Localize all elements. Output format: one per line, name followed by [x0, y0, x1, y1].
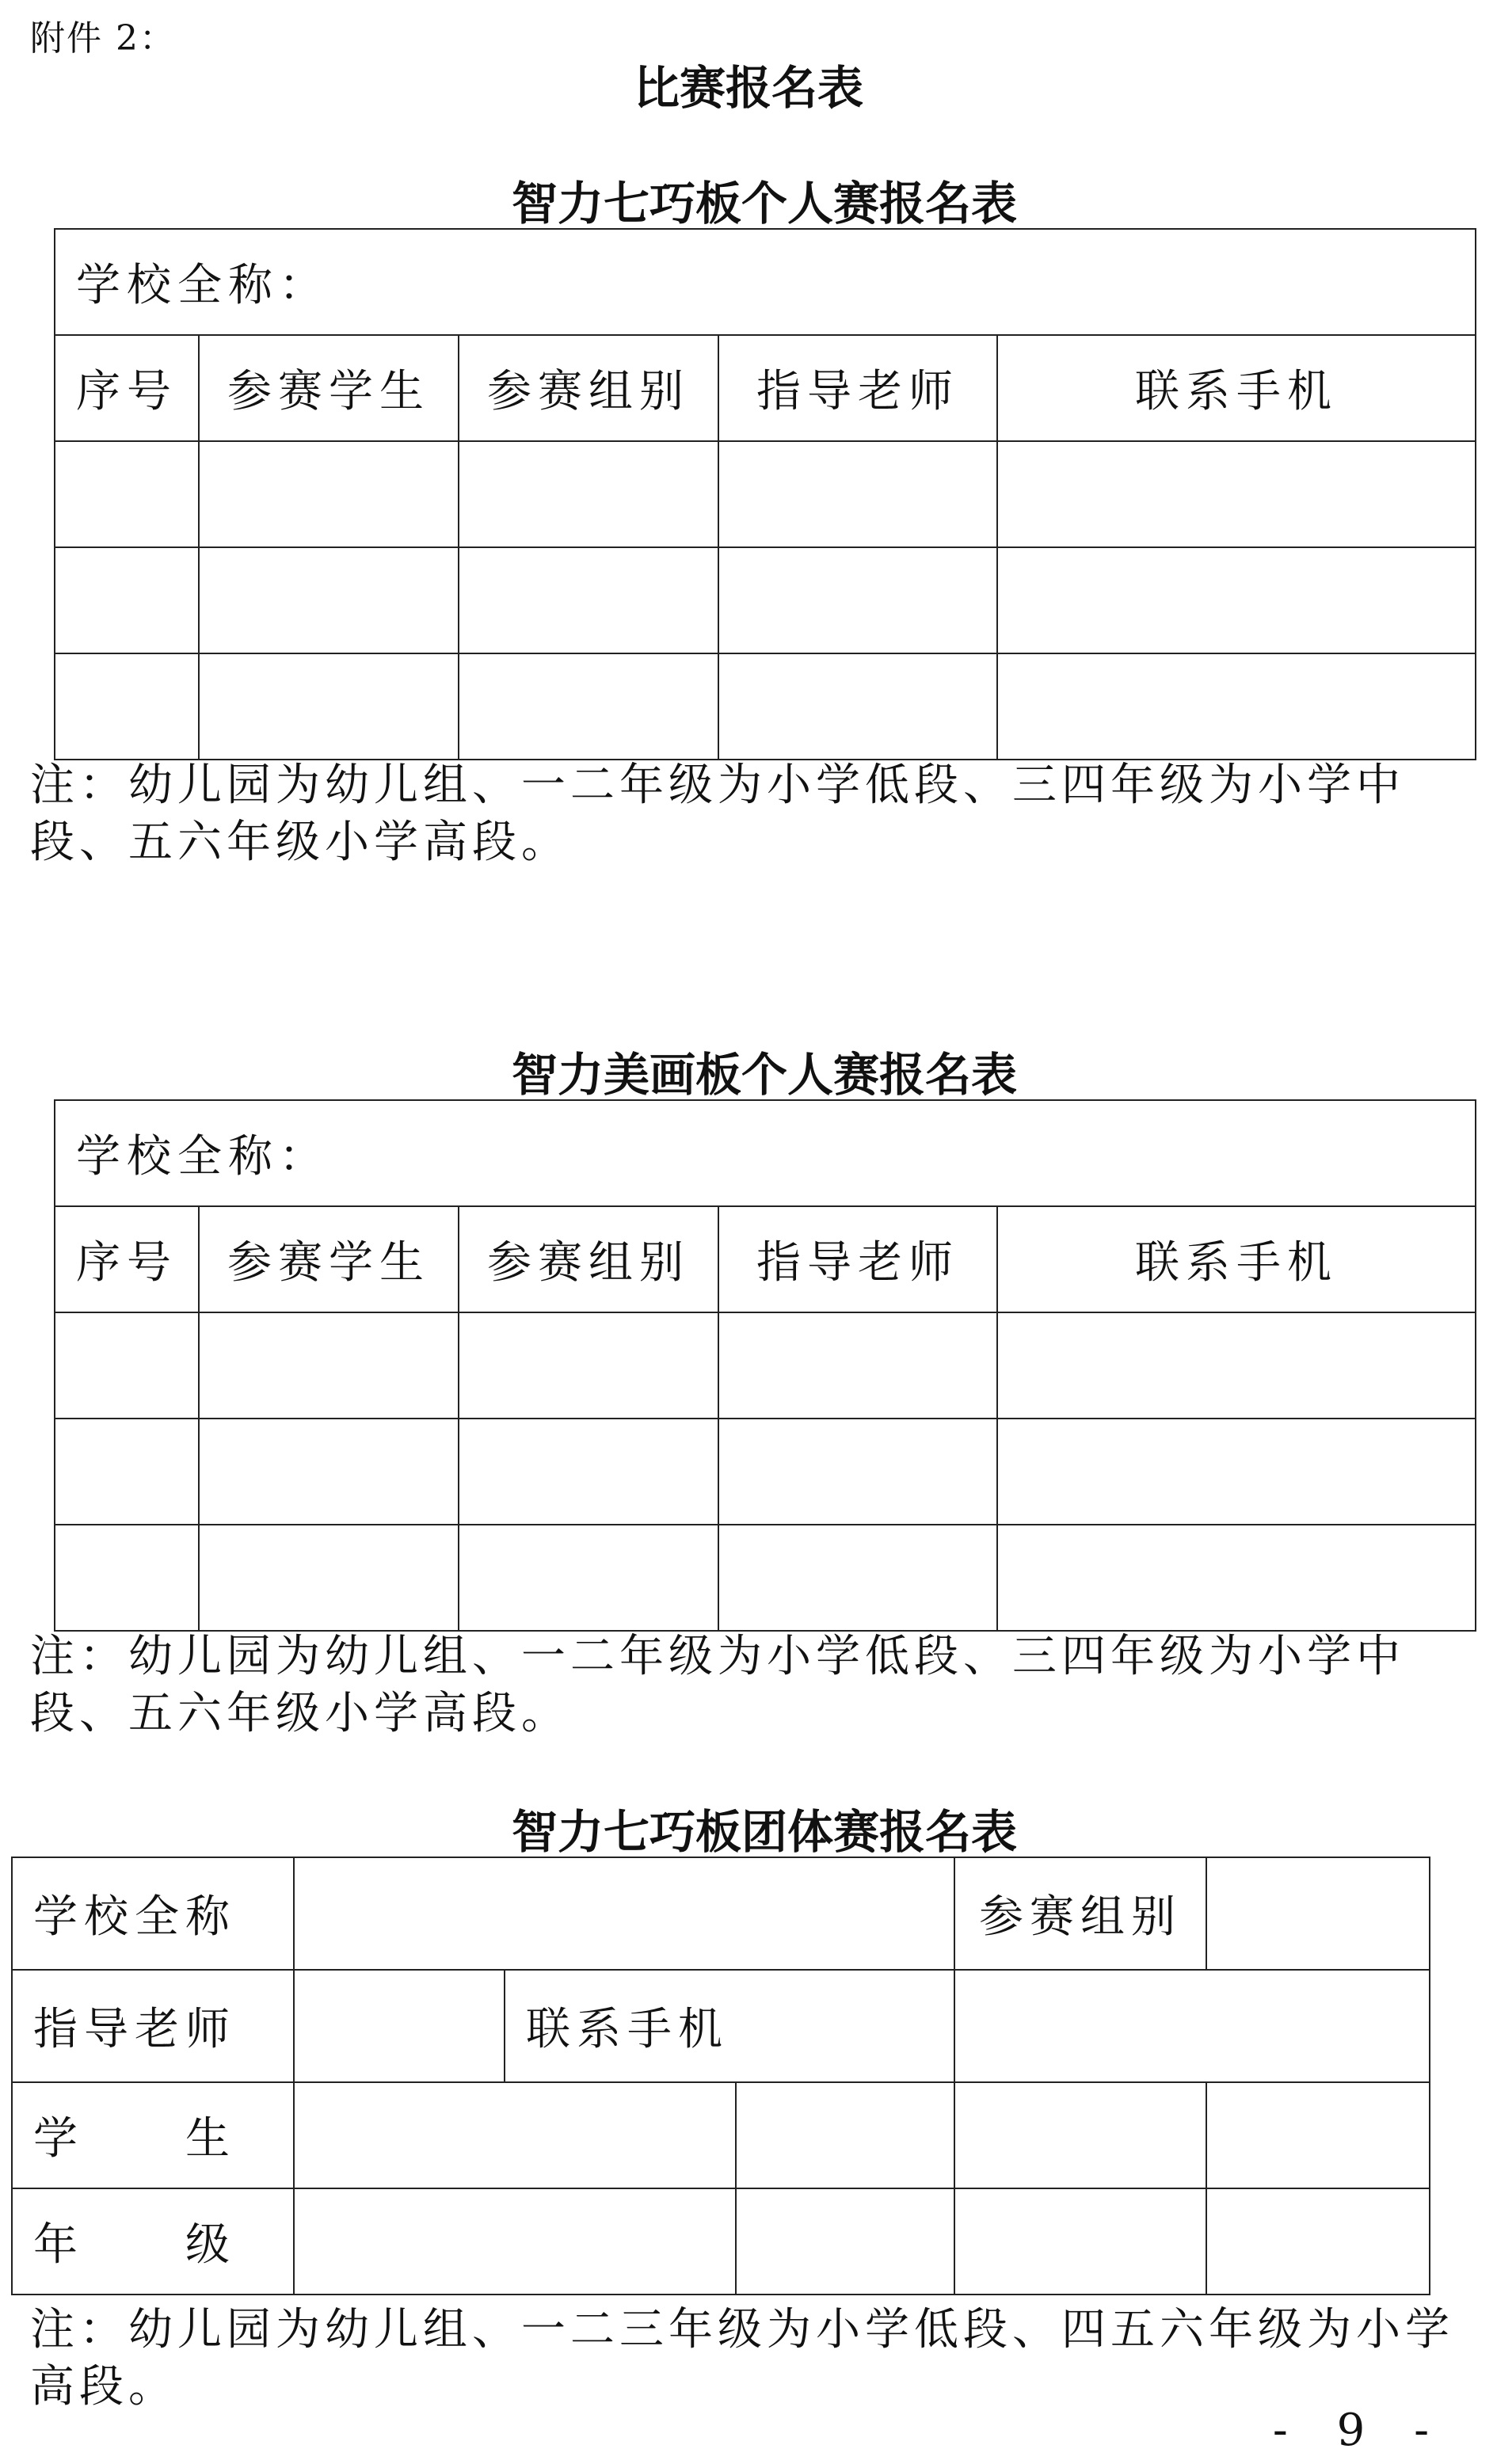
form1-header-row	[55, 335, 1476, 441]
form3-note: 注：幼儿园为幼儿组、一二三年级为小学低段、四五六年级为小学高段。	[30, 2304, 1454, 2413]
form1-col-group: 参赛组别	[459, 335, 718, 441]
form3-cell[interactable]	[736, 2082, 954, 2188]
form2-school-label: 学校全称：	[55, 1100, 1476, 1206]
form3-cell[interactable]	[1206, 2082, 1430, 2188]
form2-cell[interactable]	[718, 1525, 997, 1631]
form3-cell[interactable]	[294, 2188, 736, 2295]
form2-cell[interactable]	[55, 1419, 199, 1525]
form3-teacher-input[interactable]	[294, 1970, 505, 2082]
form1-school-label: 学校全称：	[55, 229, 1476, 335]
form2-cell[interactable]	[199, 1525, 459, 1631]
form2-cell[interactable]	[997, 1312, 1476, 1419]
form3-teacher-label: 指导老师	[12, 1970, 294, 2082]
form3-phone-label: 联系手机	[505, 1970, 954, 2082]
form1-cell[interactable]	[997, 653, 1476, 760]
form1-cell[interactable]	[199, 441, 459, 547]
form1-table	[54, 228, 1476, 760]
table-row	[55, 1419, 1476, 1525]
form3-group-label: 参赛组别	[954, 1857, 1206, 1970]
form1-cell[interactable]	[459, 547, 718, 653]
form3-cell[interactable]	[954, 2082, 1206, 2188]
form1-cell[interactable]	[55, 547, 199, 653]
form1-col-index: 序号	[55, 335, 199, 441]
form2-col-phone: 联系手机	[997, 1206, 1476, 1312]
table-row	[55, 1525, 1476, 1631]
form3-title: 智力七巧板团体赛报名表	[511, 1805, 1017, 1859]
table-row	[55, 547, 1476, 653]
form2-cell[interactable]	[997, 1419, 1476, 1525]
form2-cell[interactable]	[55, 1312, 199, 1419]
form2-cell[interactable]	[199, 1312, 459, 1419]
form2-col-teacher: 指导老师	[718, 1206, 997, 1312]
form3-student-label: 学 生	[12, 2082, 294, 2188]
form1-cell[interactable]	[718, 547, 997, 653]
form3-grade-label: 年 级	[12, 2188, 294, 2295]
form3-cell[interactable]	[294, 2082, 736, 2188]
form1-col-student: 参赛学生	[199, 335, 459, 441]
form3-cell[interactable]	[954, 2188, 1206, 2295]
form1-cell[interactable]	[55, 653, 199, 760]
form1-title: 智力七巧板个人赛报名表	[511, 177, 1017, 230]
form3-cell[interactable]	[1206, 2188, 1430, 2295]
form1-cell[interactable]	[55, 441, 199, 547]
form1-cell[interactable]	[997, 441, 1476, 547]
table-row	[55, 653, 1476, 760]
form1-col-teacher: 指导老师	[718, 335, 997, 441]
form2-cell[interactable]	[459, 1419, 718, 1525]
form1-cell[interactable]	[459, 653, 718, 760]
form1-cell[interactable]	[459, 441, 718, 547]
form2-title: 智力美画板个人赛报名表	[511, 1048, 1017, 1102]
form3-group-input[interactable]	[1206, 1857, 1430, 1970]
form1-cell[interactable]	[199, 547, 459, 653]
form1-cell[interactable]	[997, 547, 1476, 653]
form1-note: 注：幼儿园为幼儿组、一二年级为小学低段、三四年级为小学中段、五六年级小学高段。	[30, 760, 1405, 868]
table-row	[55, 441, 1476, 547]
attachment-label: 附件 2：	[30, 18, 176, 59]
form2-table	[54, 1099, 1476, 1632]
form1-col-phone: 联系手机	[997, 335, 1476, 441]
form1-cell[interactable]	[199, 653, 459, 760]
form2-cell[interactable]	[718, 1312, 997, 1419]
form2-cell[interactable]	[459, 1525, 718, 1631]
form2-cell[interactable]	[459, 1312, 718, 1419]
form2-note: 注：幼儿园为幼儿组、一二年级为小学低段、三四年级为小学中段、五六年级小学高段。	[30, 1631, 1405, 1739]
form3-cell[interactable]	[736, 2188, 954, 2295]
form2-cell[interactable]	[997, 1525, 1476, 1631]
form3-school-input[interactable]	[294, 1857, 954, 1970]
form2-cell[interactable]	[55, 1525, 199, 1631]
form1-cell[interactable]	[718, 441, 997, 547]
form2-col-group: 参赛组别	[459, 1206, 718, 1312]
form2-col-index: 序号	[55, 1206, 199, 1312]
form3-school-label: 学校全称	[12, 1857, 294, 1970]
page-title: 比赛报名表	[633, 61, 863, 115]
form1-cell[interactable]	[718, 653, 997, 760]
form2-cell[interactable]	[718, 1419, 997, 1525]
form2-cell[interactable]	[199, 1419, 459, 1525]
form2-col-student: 参赛学生	[199, 1206, 459, 1312]
form3-table	[11, 1857, 1430, 2295]
table-row	[55, 1312, 1476, 1419]
form3-phone-input[interactable]	[954, 1970, 1430, 2082]
page-number: - 9 -	[1272, 2405, 1446, 2456]
form2-header-row	[55, 1206, 1476, 1312]
